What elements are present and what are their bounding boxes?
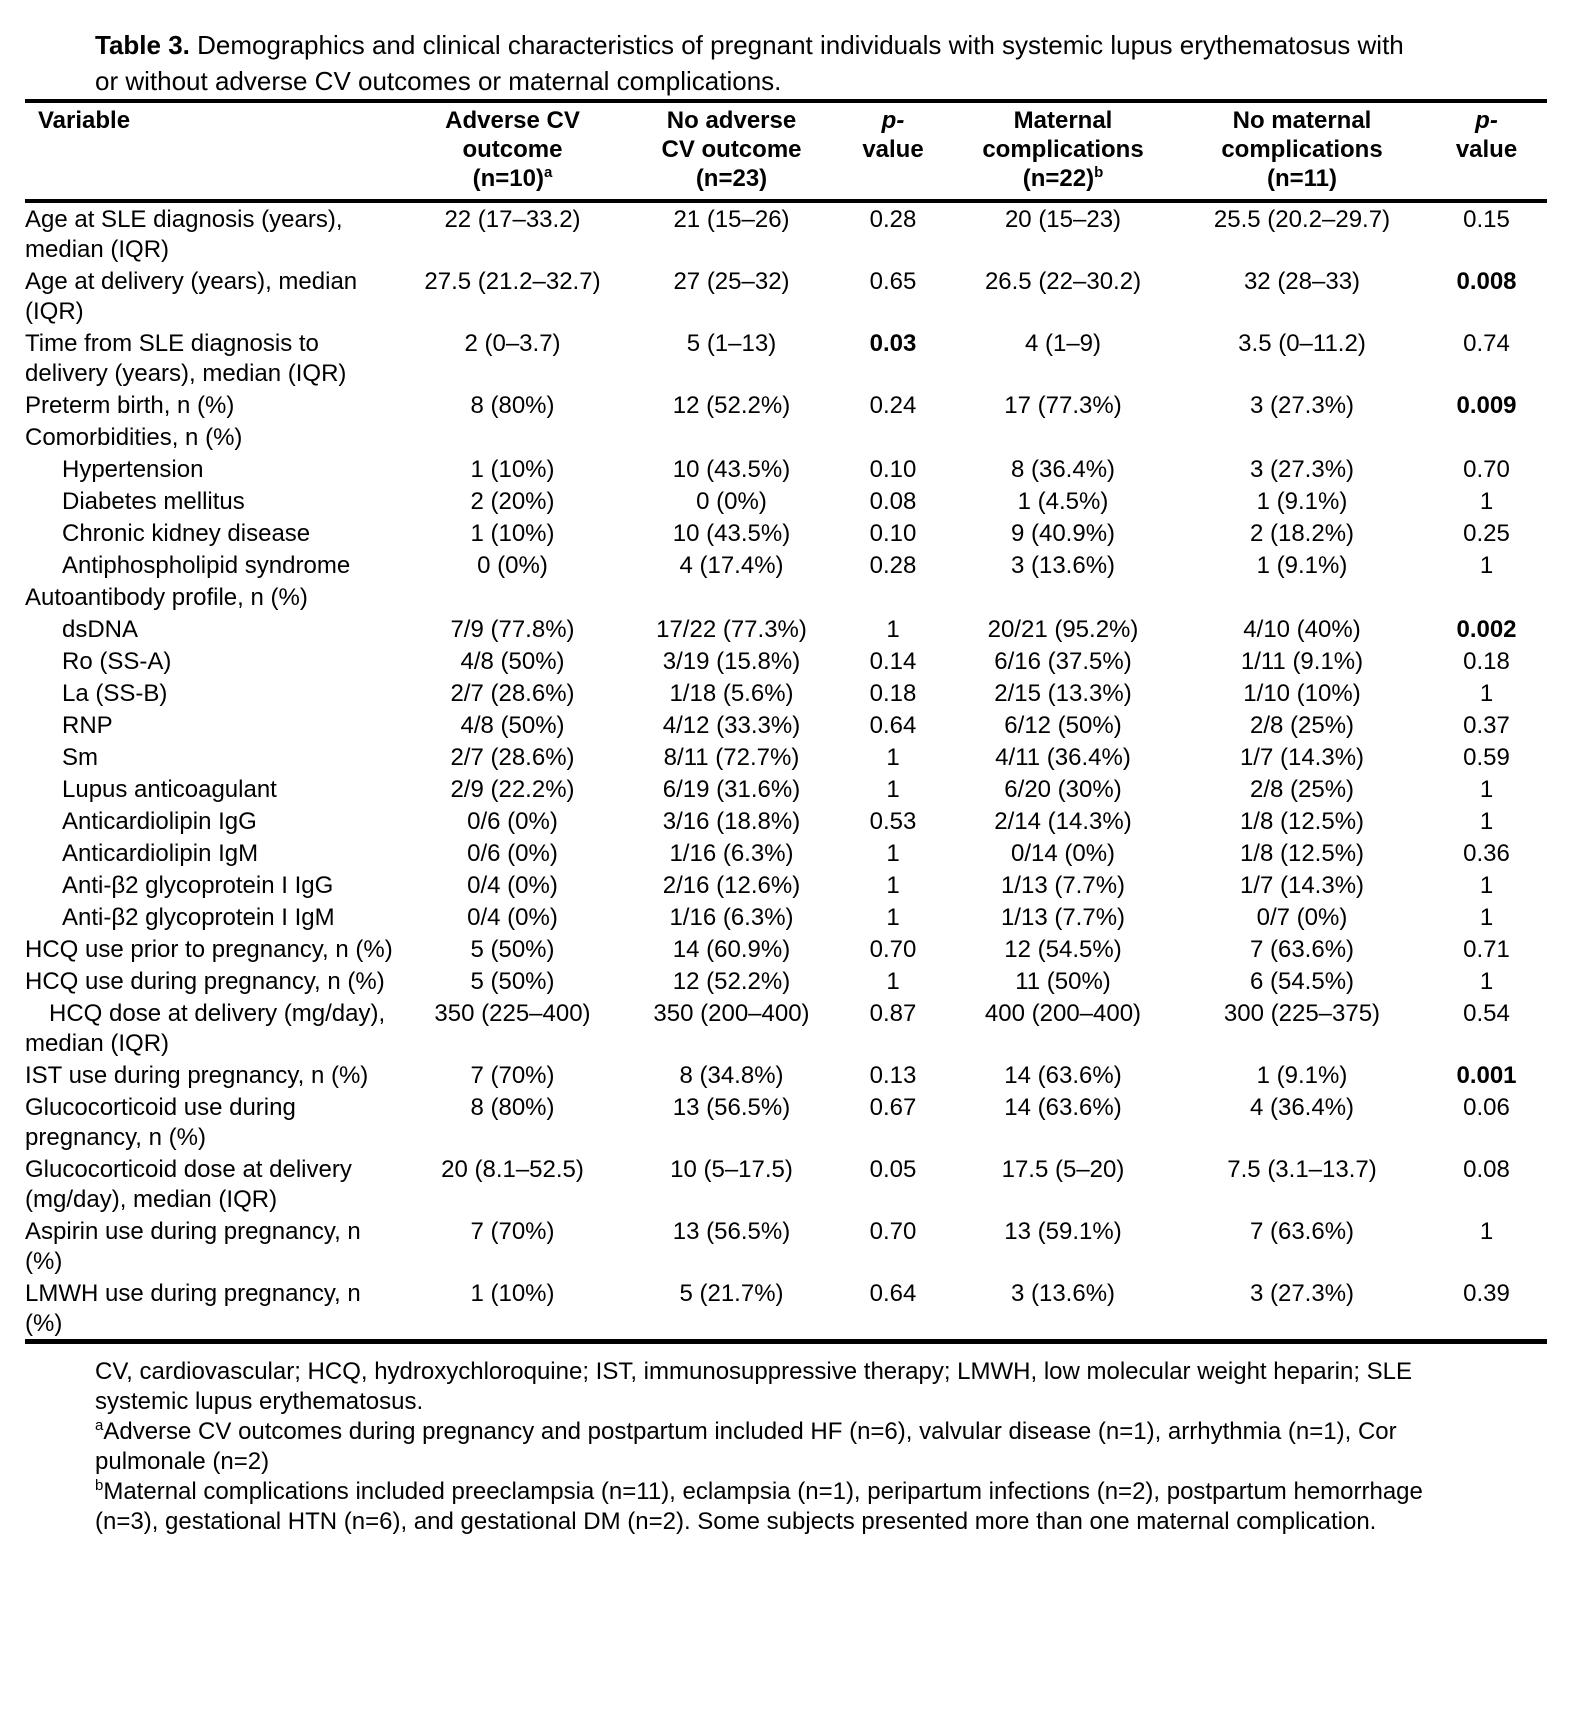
row-label: Anti-β2 glycoprotein I IgG [62, 872, 334, 899]
value-cell [1178, 581, 1426, 613]
value-cell: 1 (10%) [470, 520, 555, 547]
value-cell: 1 (9.1%) [1256, 552, 1348, 579]
value-cell: 17 (77.3%) [1004, 392, 1122, 419]
value-cell: 4/8 (50%) [460, 712, 565, 739]
p-value-cell: 0.65 [869, 268, 917, 295]
p-value-cell: 0.08 [1463, 1156, 1510, 1183]
p-value-cell: 0.67 [869, 1094, 917, 1121]
value-cell: 1/10 (10%) [1243, 680, 1361, 707]
value-cell: 13 (59.1%) [1004, 1218, 1122, 1245]
row-label: dsDNA [62, 616, 139, 643]
value-cell: 6/19 (31.6%) [662, 776, 801, 803]
table-row [25, 1091, 1547, 1153]
p-value-cell: 0.13 [869, 1062, 917, 1089]
row-label: Anticardiolipin IgG [62, 808, 257, 835]
value-cell: 21 (15–26) [673, 206, 790, 233]
value-cell: 300 (225–375) [1223, 1000, 1381, 1027]
p-value-cell: 0.18 [869, 680, 917, 707]
footnote-text: CV, cardiovascular; HCQ, hydroxychloroquine; IST, immunosuppressive therapy; LMWH, low molecular weight heparin; SLE systemic lupus erythematosus. [95, 1358, 1413, 1415]
value-cell: 1 (9.1%) [1256, 488, 1348, 515]
value-cell: 13 (56.5%) [672, 1218, 791, 1245]
row-label: IST use during pregnancy, n (%) [25, 1062, 369, 1089]
value-cell: 12 (52.2%) [672, 968, 791, 995]
value-cell: 22 (17–33.2) [444, 206, 581, 233]
value-cell: 7 (63.6%) [1249, 936, 1355, 963]
col-header-line: complications [1221, 136, 1383, 163]
table-row [25, 1153, 1547, 1215]
value-cell: 400 (200–400) [984, 1000, 1142, 1027]
table-row [25, 1059, 1547, 1091]
value-cell: 4 (1–9) [1024, 330, 1102, 357]
value-cell: 4 (17.4%) [679, 552, 784, 579]
table-row [25, 645, 1547, 677]
p-value-cell: 1 [1479, 872, 1494, 899]
col-header [948, 101, 1178, 201]
row-label: HCQ dose at delivery (mg/day), median (IQR) [25, 1000, 386, 1057]
table-row [25, 485, 1547, 517]
row-label: Sm [62, 744, 98, 771]
p-value-cell: 0.15 [1463, 206, 1510, 233]
table-caption-text: Demographics and clinical characteristics of pregnant individuals with systemic lupus erythematosus with or without adverse CV outcomes or maternal complications. [95, 30, 1404, 96]
value-cell: 14 (63.6%) [1004, 1062, 1122, 1089]
row-label: Time from SLE diagnosis to delivery (years), median (IQR) [25, 330, 347, 387]
p-value-cell: 0.70 [869, 936, 917, 963]
value-cell: 25.5 (20.2–29.7) [1213, 206, 1391, 233]
table-row [25, 549, 1547, 581]
p-value-cell: 0.25 [1463, 520, 1510, 547]
value-cell: 8/11 (72.7%) [663, 744, 800, 771]
value-cell: 7 (63.6%) [1249, 1218, 1355, 1245]
col-header-line [1426, 106, 1547, 135]
col-header [1178, 101, 1426, 201]
p-value-cell: 0.64 [869, 1280, 917, 1307]
value-cell: 6/12 (50%) [1004, 712, 1122, 739]
value-cell: 17.5 (5–20) [1001, 1156, 1125, 1183]
value-cell: 2/9 (22.2%) [450, 776, 575, 803]
table-row [25, 997, 1547, 1059]
value-cell: 12 (52.2%) [672, 392, 791, 419]
footnote-marker: a [544, 164, 553, 181]
row-label: Aspirin use during pregnancy, n (%) [25, 1218, 361, 1275]
p-value-cell: 1 [886, 968, 900, 995]
p-value-cell: 1 [886, 776, 900, 803]
p-value-cell: 0.37 [1463, 712, 1510, 739]
value-cell: 1/7 (14.3%) [1239, 872, 1365, 899]
header-row [25, 101, 1547, 201]
row-label: Diabetes mellitus [62, 488, 245, 515]
value-cell: 2 (20%) [470, 488, 555, 515]
value-cell: 1 (10%) [470, 1280, 555, 1307]
p-value-cell: 0.39 [1463, 1280, 1510, 1307]
p-value-cell: 1 [886, 744, 900, 771]
col-header-variable: Variable [25, 101, 400, 201]
value-cell: 32 (28–33) [1243, 268, 1361, 295]
value-cell [948, 581, 1178, 613]
table-row [25, 389, 1547, 421]
value-cell: 3.5 (0–11.2) [1238, 330, 1366, 357]
table-row [25, 741, 1547, 773]
value-cell: 1 (9.1%) [1256, 1062, 1348, 1089]
value-cell: 7 (70%) [470, 1062, 555, 1089]
value-cell: 0/4 (0%) [467, 872, 558, 899]
value-cell: 27.5 (21.2–32.7) [424, 268, 601, 295]
section-row [25, 421, 1547, 453]
row-label: Glucocorticoid dose at delivery (mg/day), median (IQR) [25, 1156, 352, 1213]
value-cell: 26.5 (22–30.2) [984, 268, 1142, 295]
value-cell: 8 (80%) [470, 392, 555, 419]
value-cell: 14 (60.9%) [672, 936, 791, 963]
p-value-cell: 0.64 [869, 712, 917, 739]
p-value-cell: 0.03 [869, 330, 917, 357]
value-cell: 6 (54.5%) [1249, 968, 1355, 995]
col-header-line: outcome [462, 136, 563, 163]
p-value-cell [838, 581, 948, 613]
p-value-symbol: p- [881, 107, 905, 134]
value-cell: 1/8 (12.5%) [1239, 840, 1365, 867]
table-row [25, 1215, 1547, 1277]
value-cell: 8 (36.4%) [1010, 456, 1116, 483]
p-value-cell: 1 [886, 904, 900, 931]
p-value-cell: 1 [886, 872, 900, 899]
table-row [25, 677, 1547, 709]
p-value-cell: 1 [886, 840, 900, 867]
value-cell: 1/11 (9.1%) [1240, 648, 1364, 675]
p-value-cell: 1 [1479, 904, 1494, 931]
col-header-line: No maternal [1232, 107, 1372, 134]
value-cell: 3 (13.6%) [1010, 1280, 1116, 1307]
value-cell: 2/14 (14.3%) [994, 808, 1132, 835]
p-value-symbol: p- [1475, 107, 1498, 134]
value-cell: 20 (15–23) [1004, 206, 1122, 233]
row-label: HCQ use during pregnancy, n (%) [25, 968, 385, 995]
p-value-cell: 0.36 [1463, 840, 1510, 867]
col-header-line: (n=22)$^b$ [1022, 164, 1104, 192]
table-row [25, 773, 1547, 805]
col-header-line [838, 106, 948, 135]
value-cell: 5 (50%) [470, 968, 555, 995]
p-value-cell: 0.71 [1463, 936, 1510, 963]
row-label: Hypertension [62, 456, 204, 483]
table-row [25, 1277, 1547, 1342]
value-cell: 6/16 (37.5%) [994, 648, 1132, 675]
p-value-cell [838, 421, 948, 453]
p-value-cell: 0.59 [1463, 744, 1510, 771]
p-value-cell: 0.87 [869, 1000, 917, 1027]
p-value-cell: 1 [1479, 1218, 1494, 1245]
col-header-line: (n=23) [695, 165, 768, 192]
p-value-cell: 0.70 [1463, 456, 1510, 483]
p-value-cell: 1 [1479, 968, 1494, 995]
p-value-cell: 0.10 [869, 520, 917, 547]
table-body [25, 201, 1547, 1342]
row-label: Anti-β2 glycoprotein I IgM [62, 904, 335, 931]
footnote-marker: b [1094, 164, 1104, 181]
value-cell: 0 (0%) [477, 552, 548, 579]
p-value-cell: 0.28 [869, 206, 917, 233]
value-cell: 1 (4.5%) [1017, 488, 1109, 515]
p-value-cell: 1 [1479, 488, 1494, 515]
value-cell [400, 581, 625, 613]
row-label: HCQ use prior to pregnancy, n (%) [25, 936, 393, 963]
value-cell: 1/7 (14.3%) [1239, 744, 1365, 771]
value-cell: 11 (50%) [1015, 968, 1111, 995]
value-cell [400, 421, 625, 453]
value-cell: 0/4 (0%) [467, 904, 558, 931]
table-row [25, 613, 1547, 645]
value-cell: 2/8 (25%) [1249, 776, 1355, 803]
table-caption [95, 27, 1430, 99]
value-cell: 0/6 (0%) [467, 840, 558, 867]
value-cell: 1/16 (6.3%) [669, 840, 794, 867]
table-row [25, 965, 1547, 997]
p-value-cell: 0.05 [869, 1156, 917, 1183]
value-cell: 20/21 (95.2%) [987, 616, 1139, 643]
col-header-line: Maternal [1013, 107, 1113, 134]
row-label: Age at delivery (years), median (IQR) [25, 268, 358, 325]
value-cell: 1/8 (12.5%) [1239, 808, 1365, 835]
col-header [400, 101, 625, 201]
table-row [25, 805, 1547, 837]
value-cell: 1/18 (5.6%) [669, 680, 794, 707]
value-cell: 3 (27.3%) [1249, 392, 1355, 419]
value-cell: 17/22 (77.3%) [656, 616, 807, 643]
table-caption-number: Table 3. [95, 30, 190, 60]
table-row [25, 265, 1547, 327]
col-header-line: CV outcome [661, 136, 802, 163]
p-value-cell: 0.70 [869, 1218, 917, 1245]
col-header [625, 101, 838, 201]
value-cell: 9 (40.9%) [1010, 520, 1116, 547]
footnote-marker: b [95, 1477, 104, 1494]
p-value-cell: 0.002 [1456, 616, 1517, 643]
table-row [25, 201, 1547, 265]
value-cell: 0/6 (0%) [467, 808, 558, 835]
col-header-line: value [1455, 136, 1518, 163]
value-cell: 8 (34.8%) [679, 1062, 784, 1089]
footnotes [95, 1357, 1435, 1537]
col-header [1426, 101, 1547, 201]
col-header [838, 101, 948, 201]
value-cell [625, 421, 838, 453]
value-cell: 2 (0–3.7) [464, 330, 561, 357]
value-cell: 1 (10%) [470, 456, 555, 483]
value-cell: 7/9 (77.8%) [450, 616, 575, 643]
footnote [95, 1417, 1435, 1477]
p-value-cell: 0.14 [869, 648, 917, 675]
col-header-line: complications [982, 136, 1144, 163]
row-label: Lupus anticoagulant [62, 776, 277, 803]
value-cell: 14 (63.6%) [1004, 1094, 1122, 1121]
col-header-line: (n=10)$^a$ [472, 164, 553, 192]
value-cell: 2/7 (28.6%) [450, 744, 575, 771]
value-cell: 10 (5–17.5) [670, 1156, 793, 1183]
value-cell [625, 581, 838, 613]
row-label: Age at SLE diagnosis (years), median (IQR) [25, 206, 343, 263]
p-value-cell: 0.24 [869, 392, 917, 419]
row-label: La (SS-B) [62, 680, 168, 707]
value-cell: 350 (200–400) [653, 1000, 810, 1027]
value-cell: 1/16 (6.3%) [669, 904, 794, 931]
p-value-cell: 0.009 [1456, 392, 1517, 419]
value-cell: 12 (54.5%) [1004, 936, 1122, 963]
footnote-marker: a [95, 1417, 104, 1434]
footnote-text: Maternal complications included preeclampsia (n=11), eclampsia (n=1), peripartum infections (n=2), postpartum hemorrhage (n=3), gestational HTN (n=6), and gestational DM (n=2). Some subjects presented more than one maternal complication. [95, 1478, 1423, 1535]
value-cell: 5 (50%) [470, 936, 555, 963]
p-value-cell: 0.06 [1463, 1094, 1510, 1121]
p-value-cell: 0.74 [1463, 330, 1510, 357]
row-label: Ro (SS-A) [62, 648, 172, 675]
value-cell: 350 (225–400) [434, 1000, 591, 1027]
table-row [25, 837, 1547, 869]
value-cell: 3 (27.3%) [1249, 456, 1355, 483]
table-row [25, 709, 1547, 741]
p-value-cell: 1 [1479, 776, 1494, 803]
p-value-cell: 0.001 [1456, 1062, 1517, 1089]
p-value-cell: 1 [886, 616, 900, 643]
value-cell: 4/10 (40%) [1243, 616, 1361, 643]
p-value-cell [1426, 581, 1547, 613]
p-value-cell: 0.008 [1456, 268, 1517, 295]
p-value-cell: 0.53 [869, 808, 917, 835]
col-header-line: value [862, 136, 924, 163]
section-row [25, 581, 1547, 613]
value-cell: 2 (18.2%) [1249, 520, 1355, 547]
table-row [25, 901, 1547, 933]
row-label: LMWH use during pregnancy, n (%) [25, 1280, 361, 1337]
footnote [95, 1357, 1435, 1417]
section-label: Autoantibody profile, n (%) [25, 584, 308, 611]
value-cell: 10 (43.5%) [672, 456, 791, 483]
row-label: Chronic kidney disease [62, 520, 311, 547]
value-cell: 6/20 (30%) [1004, 776, 1122, 803]
value-cell: 5 (21.7%) [679, 1280, 784, 1307]
table-row [25, 327, 1547, 389]
p-value-cell: 1 [1479, 552, 1494, 579]
value-cell: 2/7 (28.6%) [450, 680, 575, 707]
table-row [25, 933, 1547, 965]
value-cell: 2/16 (12.6%) [662, 872, 801, 899]
value-cell: 7.5 (3.1–13.7) [1227, 1156, 1377, 1183]
footnote-text: Adverse CV outcomes during pregnancy and postpartum included HF (n=6), valvular disease (n=1), arrhythmia (n=1), Cor pulmonale (n=2) [95, 1418, 1397, 1475]
value-cell: 20 (8.1–52.5) [441, 1156, 584, 1183]
value-cell: 0/7 (0%) [1256, 904, 1348, 931]
table-header [25, 101, 1547, 201]
value-cell [948, 421, 1178, 453]
value-cell: 4/11 (36.4%) [995, 744, 1131, 771]
p-value-cell: 1 [1479, 808, 1494, 835]
row-label: Preterm birth, n (%) [25, 392, 235, 419]
row-label: Anticardiolipin IgM [62, 840, 259, 867]
p-value-cell: 0.54 [1463, 1000, 1510, 1027]
table-row [25, 517, 1547, 549]
value-cell: 2/8 (25%) [1249, 712, 1355, 739]
row-label: RNP [62, 712, 113, 739]
value-cell: 10 (43.5%) [672, 520, 791, 547]
value-cell: 4 (36.4%) [1249, 1094, 1355, 1121]
col-header-line: (n=11) [1266, 165, 1338, 192]
p-value-cell: 0.28 [869, 552, 917, 579]
col-header-line: Adverse CV [445, 107, 580, 134]
value-cell: 3 (27.3%) [1249, 1280, 1355, 1307]
table-row [25, 869, 1547, 901]
demographics-table [25, 99, 1547, 1344]
value-cell: 0 (0%) [696, 488, 767, 515]
table-row [25, 453, 1547, 485]
value-cell: 0/14 (0%) [1010, 840, 1116, 867]
row-label: Antiphospholipid syndrome [62, 552, 351, 579]
value-cell: 4/8 (50%) [460, 648, 565, 675]
value-cell: 13 (56.5%) [672, 1094, 791, 1121]
value-cell: 27 (25–32) [673, 268, 790, 295]
col-header-line: No adverse [666, 107, 797, 134]
value-cell: 3/19 (15.8%) [662, 648, 801, 675]
value-cell: 3/16 (18.8%) [662, 808, 801, 835]
value-cell: 4/12 (33.3%) [662, 712, 801, 739]
value-cell: 2/15 (13.3%) [994, 680, 1132, 707]
footnote [95, 1477, 1435, 1537]
p-value-cell [1426, 421, 1547, 453]
value-cell: 3 (13.6%) [1010, 552, 1116, 579]
p-value-cell: 0.08 [869, 488, 917, 515]
value-cell [1178, 421, 1426, 453]
row-label: Glucocorticoid use during pregnancy, n (%) [25, 1094, 296, 1151]
section-label: Comorbidities, n (%) [25, 424, 243, 451]
p-value-cell: 1 [1479, 680, 1494, 707]
value-cell: 5 (1–13) [686, 330, 777, 357]
value-cell: 8 (80%) [470, 1094, 555, 1121]
value-cell: 1/13 (7.7%) [1000, 904, 1126, 931]
value-cell: 7 (70%) [470, 1218, 555, 1245]
value-cell: 1/13 (7.7%) [1000, 872, 1126, 899]
p-value-cell: 0.18 [1463, 648, 1510, 675]
p-value-cell: 0.10 [869, 456, 917, 483]
